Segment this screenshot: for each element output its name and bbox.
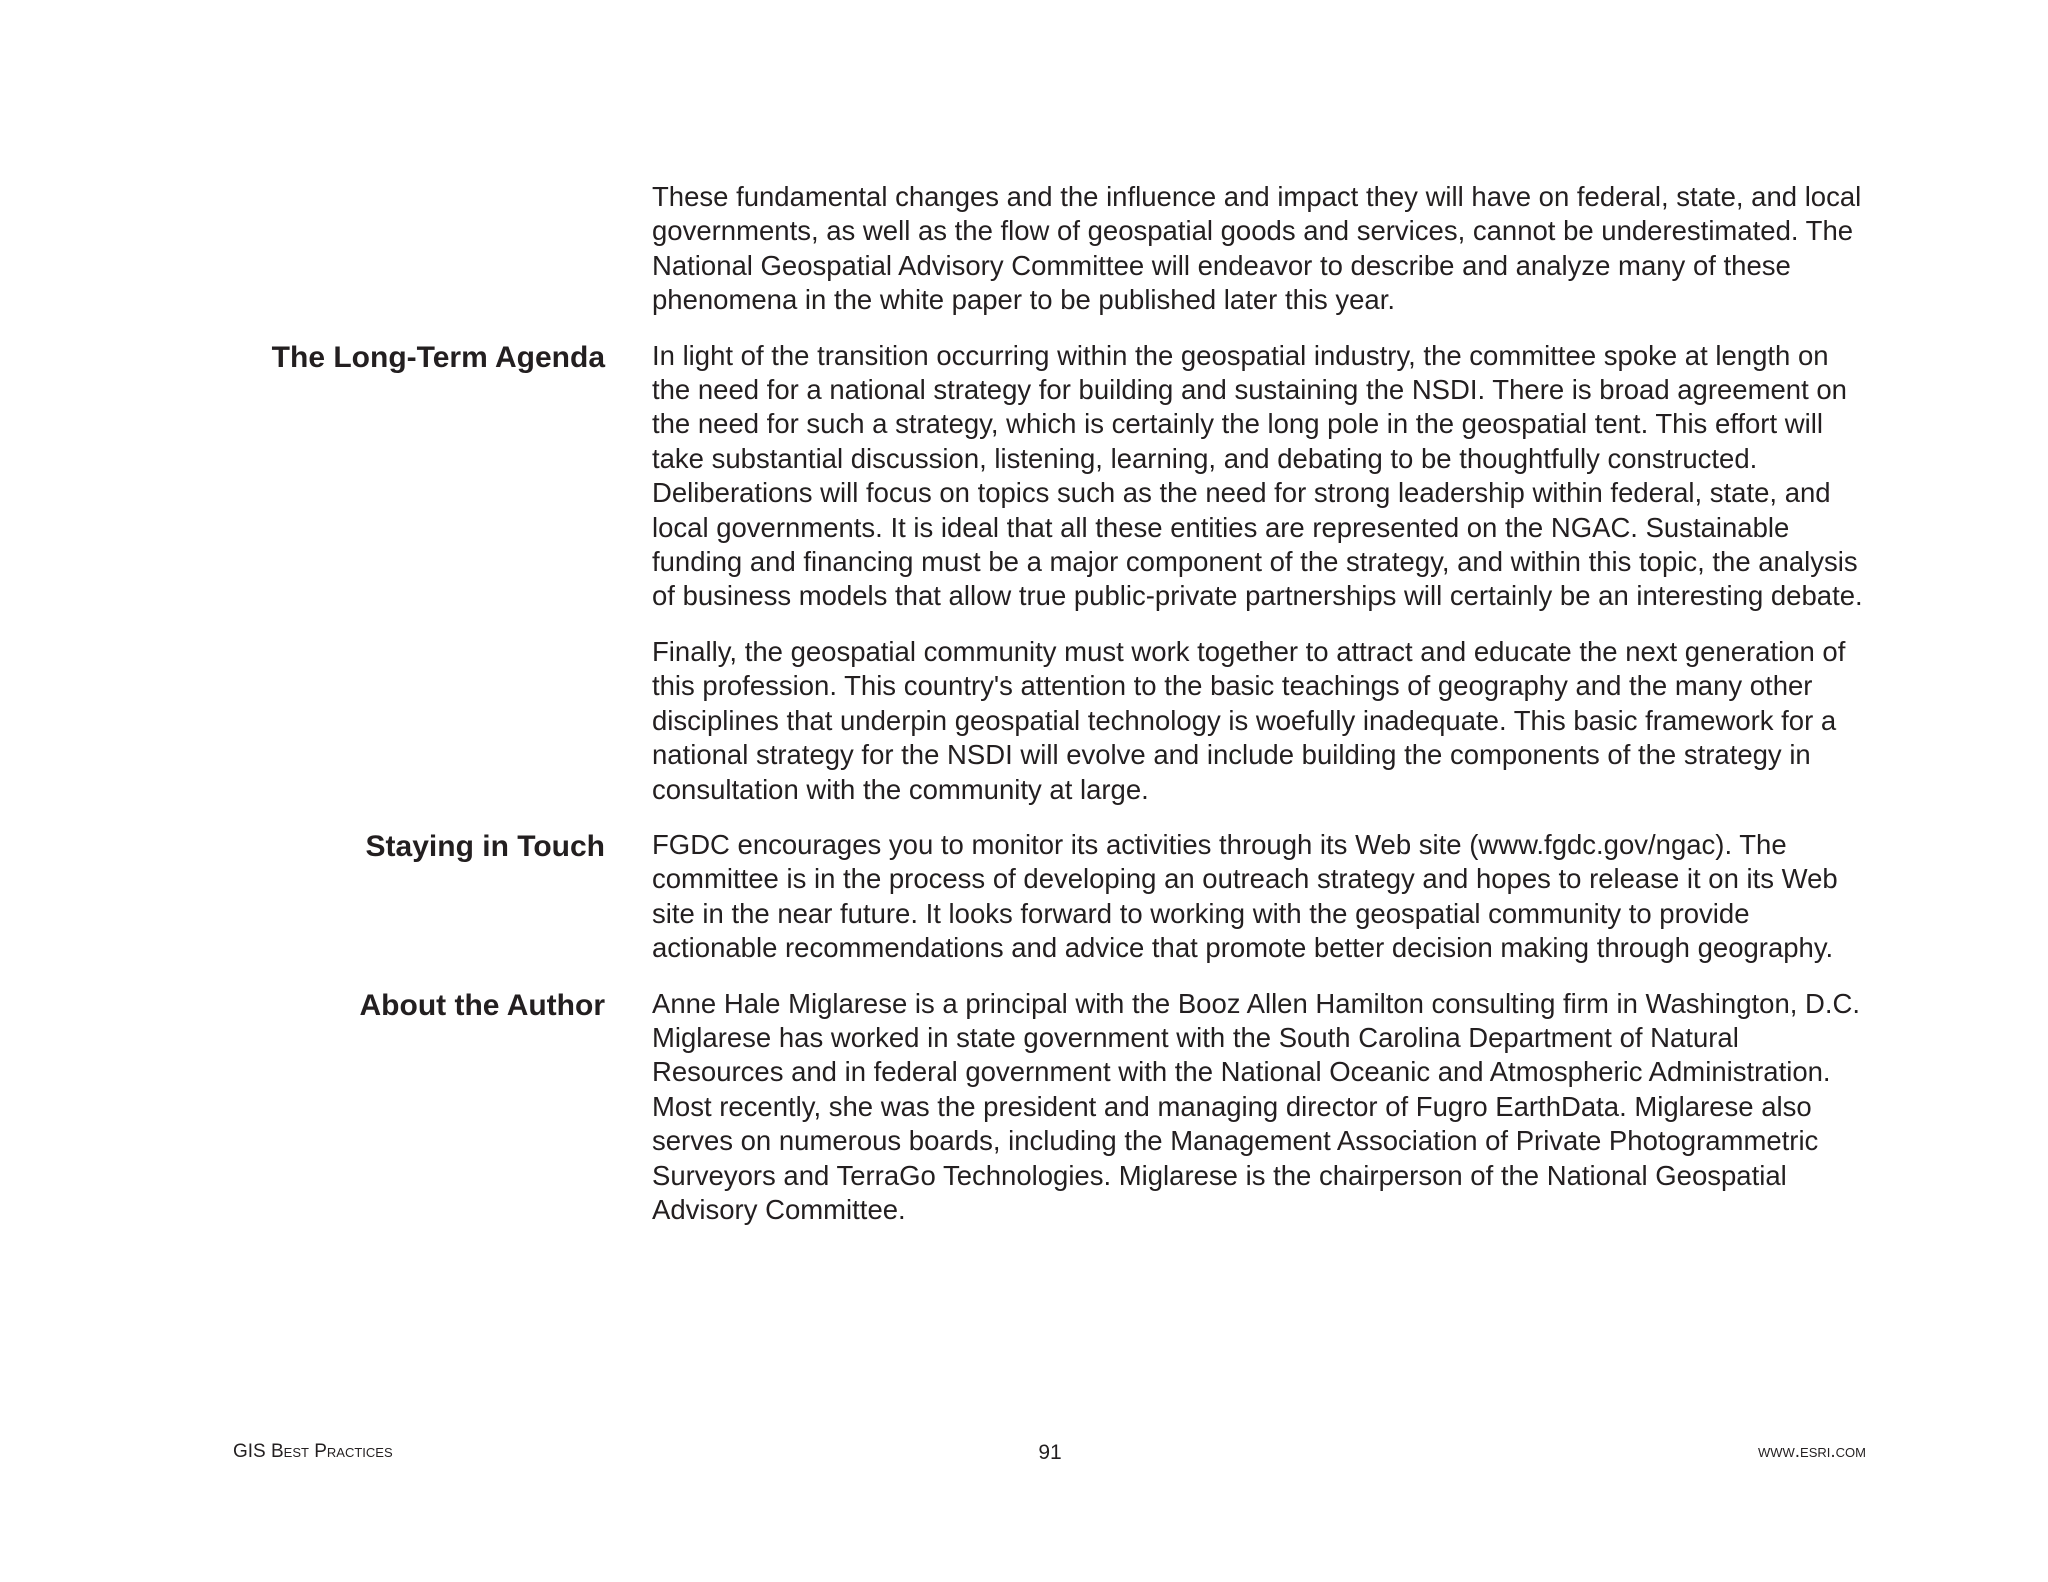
- long-term-agenda-paragraph-2: Finally, the geospatial community must work together to attract and educate the next generation of this profession. This country's attention to the basic teachings of geography and the many other disciplines that underpin geospatial technology is woefully inadequate. This basic framework for a national strategy for the NSDI will evolve and include building the components of the strategy in consultation with the community at large.: [652, 635, 1846, 805]
- intro-section: [0, 180, 2048, 318]
- long-term-agenda-section: [0, 339, 2048, 807]
- page-body: [0, 180, 2048, 1248]
- about-the-author-section: [0, 987, 2048, 1228]
- long-term-agenda-paragraph-1: In light of the transition occurring within the geospatial industry, the committee spoke at length on the need for a national strategy for building and sustaining the NSDI. There is broad agreement on the need for such a strategy, which is certainly the long pole in the geospatial tent. This effort will take substantial discussion, listening, learning, and debating to be thoughtfully constructed. Deliberations will focus on topics such as the need for strong leadership within federal, state, and local governments. It is ideal that all these entities are represented on the NGAC. Sustainable funding and financing must be a major component of the strategy, and within this topic, the analysis of business models that allow true public-private partnerships will certainly be an interesting debate.: [652, 339, 1863, 612]
- staying-in-touch-heading: Staying in Touch: [365, 829, 605, 863]
- footer-page-number: 91: [1038, 1441, 1062, 1464]
- intro-paragraph: These fundamental changes and the influence and impact they will have on federal, state, and local governments, as well as the flow of geospatial goods and services, cannot be underestimated. The National Geospatial Advisory Committee will endeavor to describe and analyze many of these phenomena in the white paper to be published later this year.: [652, 181, 1862, 316]
- staying-in-touch-section: [0, 828, 2048, 966]
- footer-website: www.esri.com: [1757, 1441, 1866, 1462]
- footer-publication-title: GIS Best Practices: [233, 1441, 393, 1462]
- staying-in-touch-paragraph: FGDC encourages you to monitor its activities through its Web site (www.fgdc.gov/ngac). The committee is in the process of developing an outreach strategy and hopes to release it on its Web site in the near future. It looks forward to working with the geospatial community to provide actionable recommendations and advice that promote better decision making through geography.: [652, 828, 1838, 964]
- about-the-author-paragraph: Anne Hale Miglarese is a principal with the Booz Allen Hamilton consulting firm in Washington, D.C. Miglarese has worked in state government with the South Carolina Department of Natural Resources and in federal government with the National Oceanic and Atmospheric Administration. Most recently, she was the president and managing director of Fugro EarthData. Miglarese also serves on numerous boards, including the Management Association of Private Photogrammetric Surveyors and TerraGo Technologies. Miglarese is the chairperson of the National Geospatial Advisory Committee.: [652, 987, 1861, 1225]
- about-the-author-heading: About the Author: [359, 988, 605, 1022]
- long-term-agenda-heading: The Long-Term Agenda: [271, 340, 605, 374]
- page-footer: [0, 1441, 2048, 1465]
